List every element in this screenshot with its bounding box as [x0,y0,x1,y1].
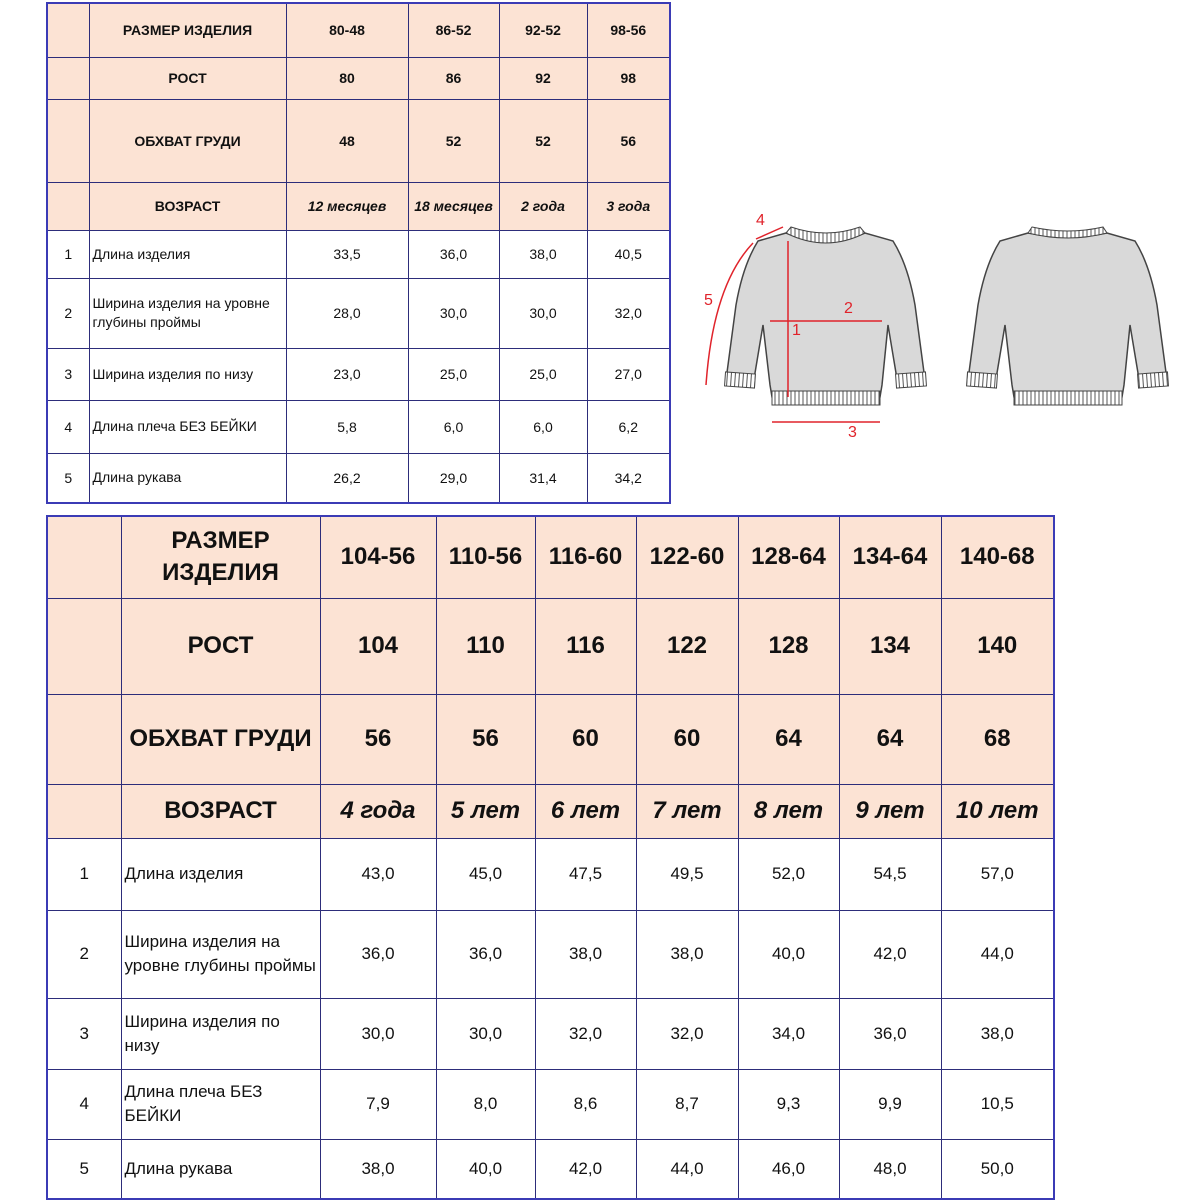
cell: 5 лет [436,784,535,838]
cell: 8,6 [535,1069,636,1139]
table-row [47,910,1054,998]
header-row-height [47,598,1054,694]
cell: 49,5 [636,838,738,910]
cell: 33,5 [286,230,408,278]
cell: 104 [320,598,436,694]
cell: 52 [408,99,499,182]
cell: 56 [320,694,436,784]
header-row-chest [47,99,670,182]
row-label: Длина изделия [89,230,286,278]
cell: 32,0 [535,998,636,1069]
header-row-size [47,516,1054,598]
cell: 12 месяцев [286,182,408,230]
table-row [47,348,670,400]
row-label: ОБХВАТ ГРУДИ [121,694,320,784]
measure-label-3: 3 [848,424,857,441]
cell: 48,0 [839,1139,941,1199]
header-row-age [47,784,1054,838]
cell: 29,0 [408,453,499,503]
cell: 25,0 [408,348,499,400]
row-label: Длина изделия [121,838,320,910]
row-label: Длина плеча БЕЗ БЕЙКИ [89,400,286,453]
row-label: Длина рукава [89,453,286,503]
cell: 6 лет [535,784,636,838]
cell: 92 [499,57,587,99]
cell: 56 [436,694,535,784]
cell: 52,0 [738,838,839,910]
cell: 10 лет [941,784,1054,838]
table-row [47,453,670,503]
cell: 44,0 [636,1139,738,1199]
cell: 34,0 [738,998,839,1069]
cell: 10,5 [941,1069,1054,1139]
row-label: РОСТ [89,57,286,99]
row-label: Ширина изделия по низу [121,998,320,1069]
cell: 7,9 [320,1069,436,1139]
cell: 122 [636,598,738,694]
cell: 60 [535,694,636,784]
row-number: 1 [47,230,89,278]
table-row [47,230,670,278]
cell: 43,0 [320,838,436,910]
cell: 128 [738,598,839,694]
cell: 5,8 [286,400,408,453]
cell: 6,2 [587,400,670,453]
table-row [47,1139,1054,1199]
cell: 42,0 [839,910,941,998]
row-label: ОБХВАТ ГРУДИ [89,99,286,182]
cell: 8,7 [636,1069,738,1139]
cell: 38,0 [941,998,1054,1069]
size-table-small [46,2,671,504]
table-row [47,998,1054,1069]
measure-label-1: 1 [792,322,801,339]
row-label: Ширина изделия на уровне глубины проймы [89,278,286,348]
cell: 116-60 [535,516,636,598]
cell: 134-64 [839,516,941,598]
cell: 23,0 [286,348,408,400]
cell: 36,0 [408,230,499,278]
cell: 27,0 [587,348,670,400]
cell: 30,0 [320,998,436,1069]
cell: 36,0 [320,910,436,998]
header-row-size [47,3,670,57]
cell: 98-56 [587,3,670,57]
cell: 38,0 [636,910,738,998]
cell: 64 [839,694,941,784]
size-table-large [46,515,1055,1200]
cell: 36,0 [839,998,941,1069]
cell: 68 [941,694,1054,784]
table-row [47,838,1054,910]
cell: 50,0 [941,1139,1054,1199]
cell: 42,0 [535,1139,636,1199]
measure-label-2: 2 [844,300,853,317]
cell: 32,0 [636,998,738,1069]
row-number: 4 [47,400,89,453]
row-label: Ширина изделия на уровне глубины проймы [121,910,320,998]
row-number: 4 [47,1069,121,1139]
measure-label-5: 5 [704,292,713,309]
row-label: РОСТ [121,598,320,694]
row-number: 3 [47,998,121,1069]
cell: 86 [408,57,499,99]
cell: 98 [587,57,670,99]
row-number: 5 [47,1139,121,1199]
table-row [47,400,670,453]
row-label: РАЗМЕР ИЗДЕЛИЯ [121,516,320,598]
cell: 25,0 [499,348,587,400]
cell: 110-56 [436,516,535,598]
cell: 7 лет [636,784,738,838]
row-label: ВОЗРАСТ [121,784,320,838]
cell: 80 [286,57,408,99]
cell: 4 года [320,784,436,838]
cell: 52 [499,99,587,182]
row-number: 3 [47,348,89,400]
cell: 110 [436,598,535,694]
header-row-age [47,182,670,230]
cell: 18 месяцев [408,182,499,230]
row-number: 2 [47,910,121,998]
cell: 56 [587,99,670,182]
cell: 38,0 [535,910,636,998]
cell: 9,9 [839,1069,941,1139]
cell: 6,0 [408,400,499,453]
cell: 30,0 [499,278,587,348]
cell: 140-68 [941,516,1054,598]
cell: 8 лет [738,784,839,838]
sweater-back [967,227,1169,405]
cell: 36,0 [436,910,535,998]
cell: 40,0 [436,1139,535,1199]
table-row [47,278,670,348]
cell: 116 [535,598,636,694]
header-row-chest [47,694,1054,784]
cell: 38,0 [320,1139,436,1199]
cell: 31,4 [499,453,587,503]
header-row-height [47,57,670,99]
table-row [47,1069,1054,1139]
row-label: ВОЗРАСТ [89,182,286,230]
cell: 140 [941,598,1054,694]
cell: 40,5 [587,230,670,278]
cell: 64 [738,694,839,784]
row-number: 5 [47,453,89,503]
sweater-measurement-diagram [698,205,1178,445]
cell: 54,5 [839,838,941,910]
cell: 47,5 [535,838,636,910]
row-number: 2 [47,278,89,348]
cell: 34,2 [587,453,670,503]
cell: 46,0 [738,1139,839,1199]
cell: 8,0 [436,1069,535,1139]
row-label: Ширина изделия по низу [89,348,286,400]
cell: 45,0 [436,838,535,910]
cell: 128-64 [738,516,839,598]
cell: 30,0 [436,998,535,1069]
cell: 134 [839,598,941,694]
cell: 40,0 [738,910,839,998]
sweater-front [725,227,927,405]
cell: 2 года [499,182,587,230]
cell: 28,0 [286,278,408,348]
cell: 57,0 [941,838,1054,910]
cell: 9 лет [839,784,941,838]
cell: 60 [636,694,738,784]
row-label: Длина рукава [121,1139,320,1199]
cell: 44,0 [941,910,1054,998]
row-label: Длина плеча БЕЗ БЕЙКИ [121,1069,320,1139]
cell: 3 года [587,182,670,230]
cell: 86-52 [408,3,499,57]
cell: 9,3 [738,1069,839,1139]
measure-label-4: 4 [756,212,765,229]
cell: 38,0 [499,230,587,278]
cell: 122-60 [636,516,738,598]
cell: 32,0 [587,278,670,348]
cell: 104-56 [320,516,436,598]
cell: 48 [286,99,408,182]
cell: 92-52 [499,3,587,57]
cell: 80-48 [286,3,408,57]
cell: 30,0 [408,278,499,348]
row-number: 1 [47,838,121,910]
cell: 6,0 [499,400,587,453]
row-label: РАЗМЕР ИЗДЕЛИЯ [89,3,286,57]
cell: 26,2 [286,453,408,503]
